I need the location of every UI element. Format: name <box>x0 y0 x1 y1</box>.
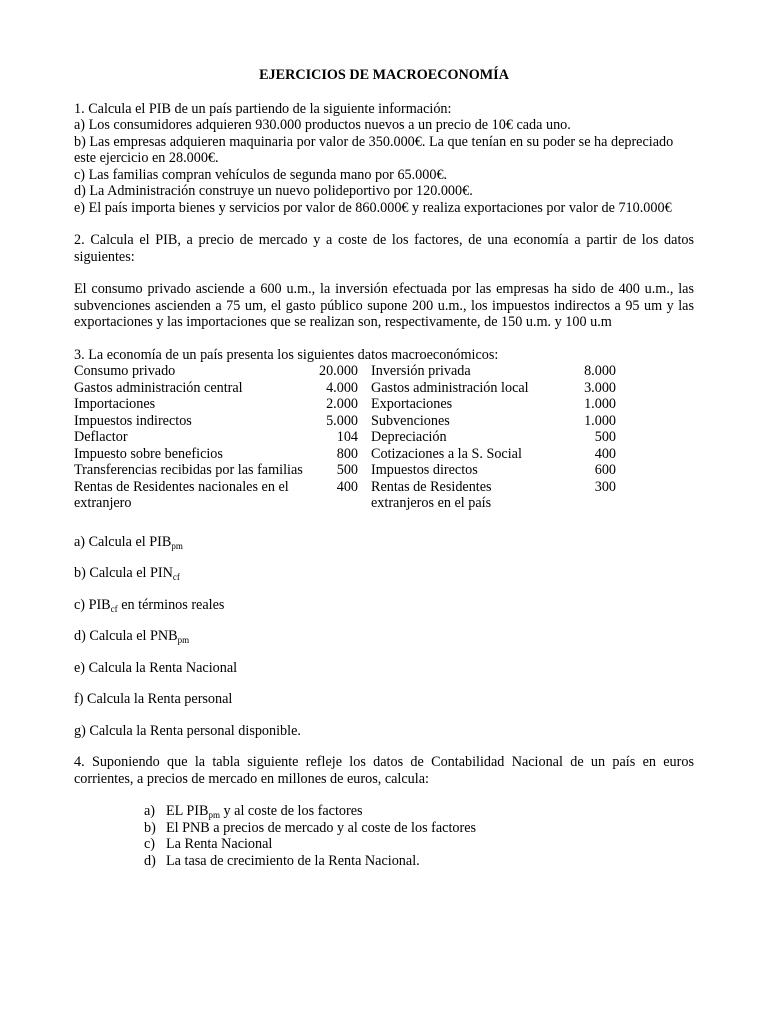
document-content <box>74 67 694 869</box>
question-b-subscript: cf <box>172 572 180 582</box>
table-cell-value: 600 <box>594 462 616 478</box>
table-cell-value: 104 <box>336 429 358 445</box>
table-row <box>74 396 616 413</box>
question-g: g) Calcula la Renta personal disponible. <box>74 722 301 739</box>
table-cell-value: 20.000 <box>318 363 358 379</box>
table-cell-value: 400 <box>594 445 616 462</box>
table-cell-label: Impuesto sobre beneficios <box>74 445 223 462</box>
list-item-a-subscript: pm <box>208 810 220 820</box>
exercise-2-heading: 2. Calcula el PIB, a precio de mercado y a coste de los factores, de una economía a partir de los datos siguientes: <box>74 232 694 265</box>
table-cell-label: Impuestos directos <box>371 462 478 478</box>
list-item <box>144 853 694 870</box>
table-cell-value: 500 <box>594 429 616 445</box>
page-title: EJERCICIOS DE MACROECONOMÍA <box>259 67 509 83</box>
exercise-1-heading: 1. Calcula el PIB de un país partiendo de la siguiente información: <box>74 100 452 117</box>
list-item-text: La Renta Nacional <box>166 836 273 852</box>
table-cell-value: 5.000 <box>326 412 358 429</box>
table-cell-value: 8.000 <box>584 363 616 379</box>
table-cell-label: Impuestos indirectos <box>74 412 192 429</box>
list-item-label: c) <box>144 836 156 852</box>
table-cell-label: Rentas de Residentes nacionales en el extranjero <box>74 478 289 511</box>
exercise-1-line-b: b) Las empresas adquieren maquinaria por valor de 350.000€. La que tenían en su poder se ha depreciado este ejercicio en 28.000€. <box>74 133 674 166</box>
table-cell-value: 3.000 <box>584 379 616 396</box>
exercise-1-line-c: c) Las familias compran vehículos de segunda mano por 65.000€. <box>74 166 448 183</box>
exercise-1-line-a: a) Los consumidores adquieren 930.000 productos nuevos a un precio de 10€ cada uno. <box>74 117 571 133</box>
spacer <box>74 512 694 534</box>
list-item-label: b) <box>144 819 156 836</box>
table-row <box>74 413 616 430</box>
table-cell-value: 400 <box>336 478 358 495</box>
question-c <box>74 597 694 614</box>
exercise-4-list <box>144 803 694 869</box>
table-row <box>74 380 616 397</box>
spacer <box>74 265 694 281</box>
macro-data-table <box>74 363 616 512</box>
exercise-3 <box>74 347 694 740</box>
table-cell-label: Transferencias recibidas por las familias <box>74 462 303 478</box>
list-item <box>144 820 694 837</box>
question-b-text: b) Calcula el PIN <box>74 565 173 581</box>
exercise-3-questions <box>74 534 694 740</box>
exercise-2 <box>74 232 694 331</box>
table-cell-label: Depreciación <box>371 429 447 445</box>
list-item-label: a) <box>144 803 156 819</box>
table-cell-value: 300 <box>594 478 616 495</box>
table-row <box>74 429 616 446</box>
question-a-text: a) Calcula el PIB <box>74 533 172 550</box>
table-cell-value: 800 <box>336 445 358 462</box>
spacer <box>74 216 694 232</box>
table-cell-label: Importaciones <box>74 396 156 412</box>
question-d <box>74 628 694 645</box>
table-row <box>74 446 616 463</box>
exercise-4-heading: 4. Suponiendo que la tabla siguiente refleje los datos de Contabilidad Nacional de un país en euros corrientes, a precios de mercado en millones de euros, calcula: <box>74 754 694 787</box>
table-cell-value: 1.000 <box>584 412 616 429</box>
question-d-subscript: pm <box>177 635 190 645</box>
question-b <box>74 565 694 582</box>
table-cell-label: Rentas de Residentes extranjeros en el país <box>371 478 492 511</box>
table-cell-label: Cotizaciones a la S. Social <box>371 445 522 462</box>
table-cell-label: Gastos administración local <box>371 379 529 396</box>
table-cell-label: Gastos administración central <box>74 379 243 396</box>
exercise-2-body: El consumo privado asciende a 600 u.m., la inversión efectuada por las empresas ha sido de 400 u.m., las subvenciones ascienden a 75 um, el gasto público supone 200 u.m., los impuestos indirectos a 95 um y las exportaciones y las importaciones que se realizan son, respectivamente, de 150 u.m. y 100 u.m <box>74 281 694 330</box>
list-item-text: El PNB a precios de mercado y al coste de los factores <box>166 819 477 836</box>
question-a <box>74 534 694 551</box>
table-row <box>74 479 616 512</box>
question-c-subscript: cf <box>110 603 118 614</box>
exercise-1-line-e: e) El país importa bienes y servicios por valor de 860.000€ y realiza exportaciones por valor de 710.000€ <box>74 199 672 216</box>
list-item-a-suffix: y al coste de los factores <box>219 803 363 819</box>
question-e: e) Calcula la Renta Nacional <box>74 659 238 676</box>
exercise-3-heading: 3. La economía de un país presenta los siguientes datos macroeconómicos: <box>74 346 499 363</box>
table-cell-value: 2.000 <box>326 396 358 412</box>
table-cell-value: 500 <box>336 462 358 478</box>
exercise-4 <box>74 754 694 869</box>
table-cell-label: Deflactor <box>74 429 128 445</box>
table-cell-value: 1.000 <box>584 396 616 412</box>
list-item-a-text: EL PIB <box>166 803 209 819</box>
list-item-text: La tasa de crecimiento de la Renta Nacional. <box>166 852 420 869</box>
table-cell-label: Exportaciones <box>371 396 453 412</box>
table-row <box>74 363 616 380</box>
list-item <box>144 836 694 853</box>
exercise-1 <box>74 101 694 217</box>
exercise-1-line-d: d) La Administración construye un nuevo polideportivo por 120.000€. <box>74 183 473 199</box>
table-cell-label: Subvenciones <box>371 412 450 429</box>
table-cell-value: 4.000 <box>326 379 358 396</box>
list-item <box>144 803 694 820</box>
spacer <box>74 331 694 347</box>
question-c-suffix: en términos reales <box>117 596 225 613</box>
question-f: f) Calcula la Renta personal <box>74 691 233 707</box>
question-c-text: c) PIB <box>74 596 111 613</box>
question-a-subscript: pm <box>171 540 183 551</box>
list-item-text <box>166 803 363 820</box>
table-cell-label: Consumo privado <box>74 363 176 379</box>
list-item-label: d) <box>144 852 156 869</box>
table-row <box>74 462 616 479</box>
question-d-text: d) Calcula el PNB <box>74 628 178 644</box>
table-cell-label: Inversión privada <box>371 363 471 379</box>
